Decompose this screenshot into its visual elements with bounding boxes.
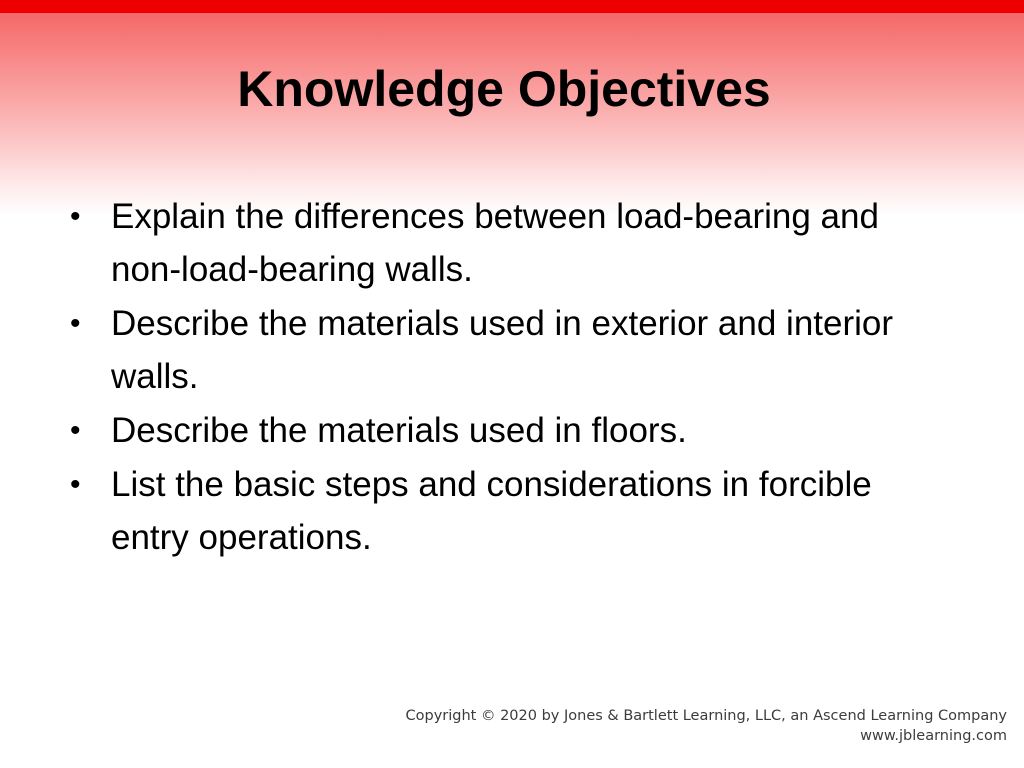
bullet-item <box>70 458 950 564</box>
bullet-icon: • <box>70 468 81 501</box>
bullet-item <box>70 297 950 403</box>
bullet-text: Describe the materials used in floors. <box>111 411 687 450</box>
bullet-text: Explain the differences between load-bearing and non-load-bearing walls. <box>111 197 879 289</box>
copyright-text: Copyright © 2020 by Jones & Bartlett Learning, LLC, an Ascend Learning Company <box>405 708 1007 724</box>
bullet-icon: • <box>70 200 81 233</box>
website-text: www.jblearning.com <box>860 728 1007 744</box>
bullet-icon: • <box>70 307 81 340</box>
bullet-item <box>70 404 950 457</box>
copyright-footer <box>406 706 1007 746</box>
bullet-text: List the basic steps and considerations in forcible entry operations. <box>111 465 872 557</box>
top-accent-bar <box>0 0 1024 13</box>
bullet-text: Describe the materials used in exterior and interior walls. <box>111 304 894 396</box>
bullet-list <box>70 190 950 565</box>
slide-title: Knowledge Objectives <box>237 61 771 117</box>
bullet-icon: • <box>70 414 81 447</box>
bullet-item <box>70 190 950 296</box>
